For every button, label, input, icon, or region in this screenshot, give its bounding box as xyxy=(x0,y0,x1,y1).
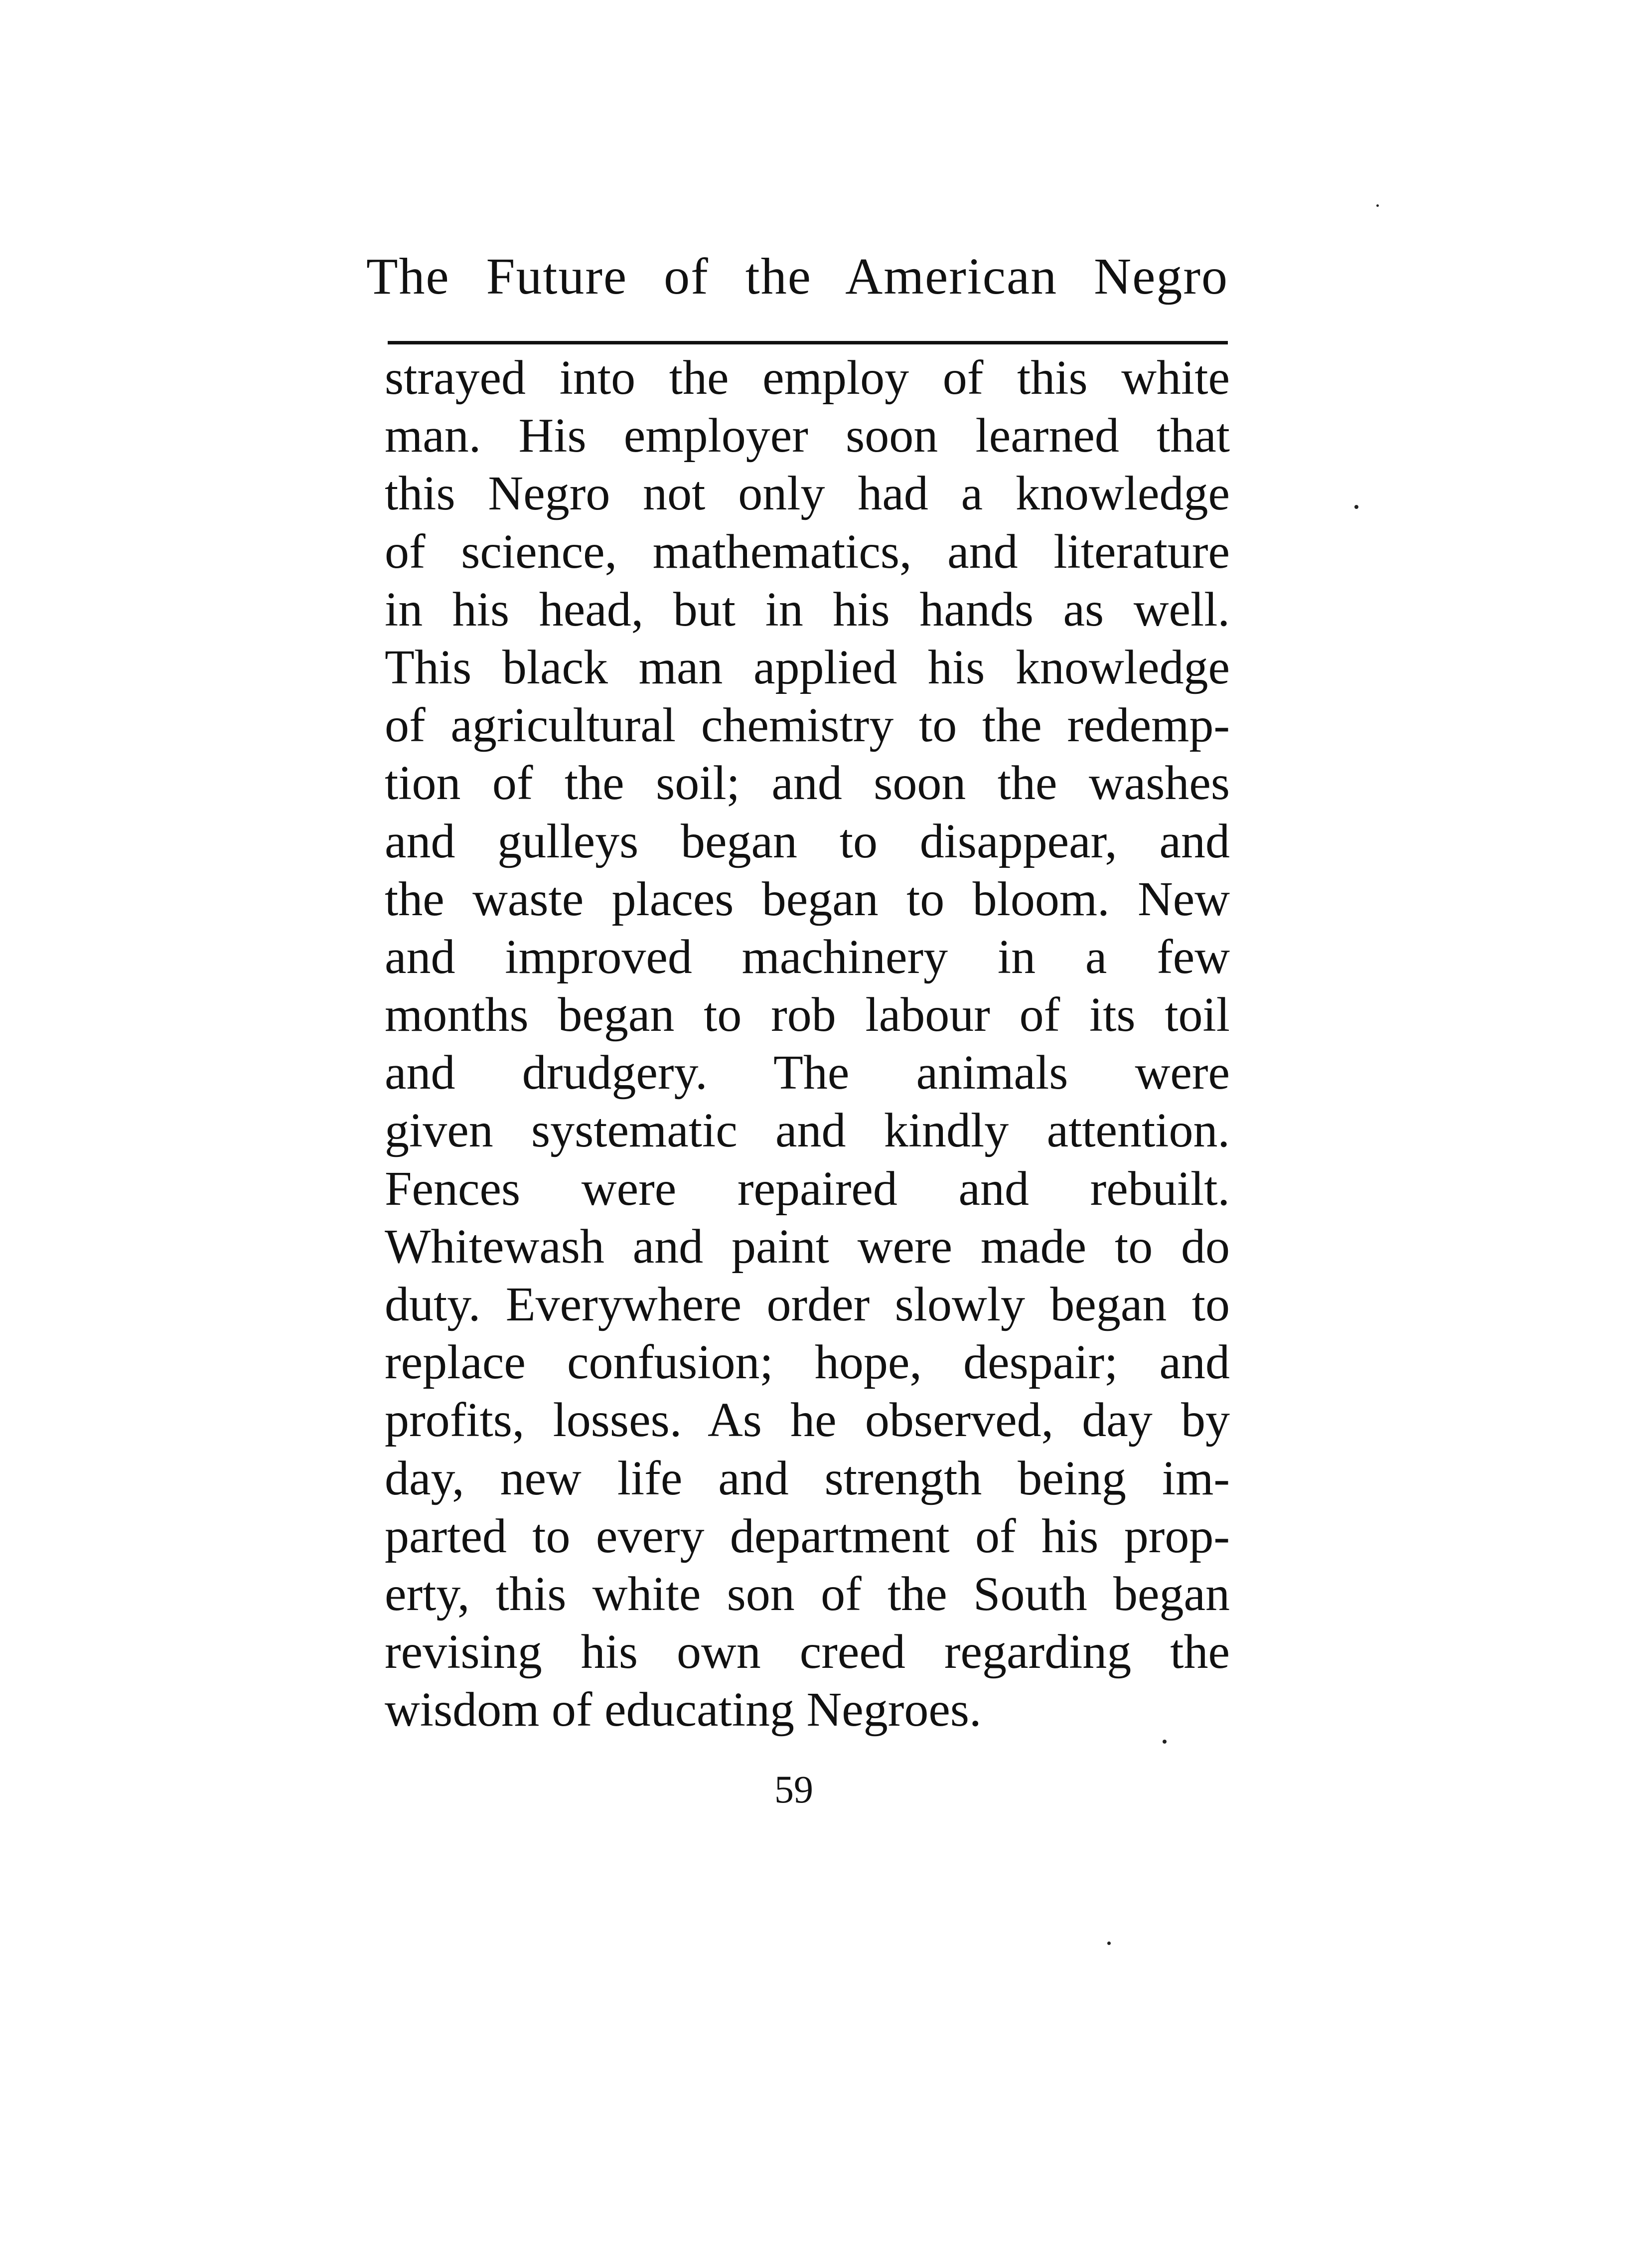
text-line: replace confusion; hope, despair; and xyxy=(385,1335,1230,1390)
scan-speck xyxy=(1354,505,1358,509)
body-text xyxy=(385,349,1230,1739)
text-line: wisdom of educating Negroes. xyxy=(385,1683,982,1737)
text-line: of agricultural chemistry to the redemp- xyxy=(385,698,1230,753)
text-line: given systematic and kindly attention. xyxy=(385,1104,1230,1158)
text-line: and improved machinery in a few xyxy=(385,930,1230,984)
text-line: This black man applied his knowledge xyxy=(385,640,1230,694)
text-line: day, new life and strength being im- xyxy=(385,1451,1230,1505)
text-line: the waste places began to bloom. New xyxy=(385,872,1230,926)
scan-speck xyxy=(1376,204,1379,207)
text-line: duty. Everywhere order slowly began to xyxy=(385,1278,1230,1331)
text-line: months began to rob labour of its toil xyxy=(385,988,1230,1042)
text-line: man. His employer soon learned that xyxy=(385,409,1230,463)
page-number: 59 xyxy=(774,1768,813,1811)
text-line: revising his own creed regarding the xyxy=(385,1625,1230,1679)
text-line: profits, losses. As he observed, day by xyxy=(385,1393,1230,1448)
scan-speck xyxy=(1107,1942,1111,1945)
text-line: of science, mathematics, and literature xyxy=(385,524,1230,579)
text-line: Whitewash and paint were made to do xyxy=(385,1219,1230,1274)
text-line: erty, this white son of the South began xyxy=(385,1567,1230,1621)
text-line: and drudgery. The animals were xyxy=(385,1046,1230,1100)
text-line: this Negro not only had a knowledge xyxy=(385,467,1230,521)
text-line: strayed into the employ of this white xyxy=(385,351,1230,405)
header-rule xyxy=(388,341,1228,344)
text-line: and gulleys began to disappear, and xyxy=(385,814,1230,868)
text-line: in his head, but in his hands as well. xyxy=(385,582,1230,637)
running-head: The Future of the American Negro xyxy=(366,248,1228,305)
text-line: parted to every department of his prop- xyxy=(385,1509,1230,1563)
text-line: Fences were repaired and rebuilt. xyxy=(385,1161,1230,1216)
text-line: tion of the soil; and soon the washes xyxy=(385,756,1230,810)
scan-speck xyxy=(1163,1740,1167,1744)
